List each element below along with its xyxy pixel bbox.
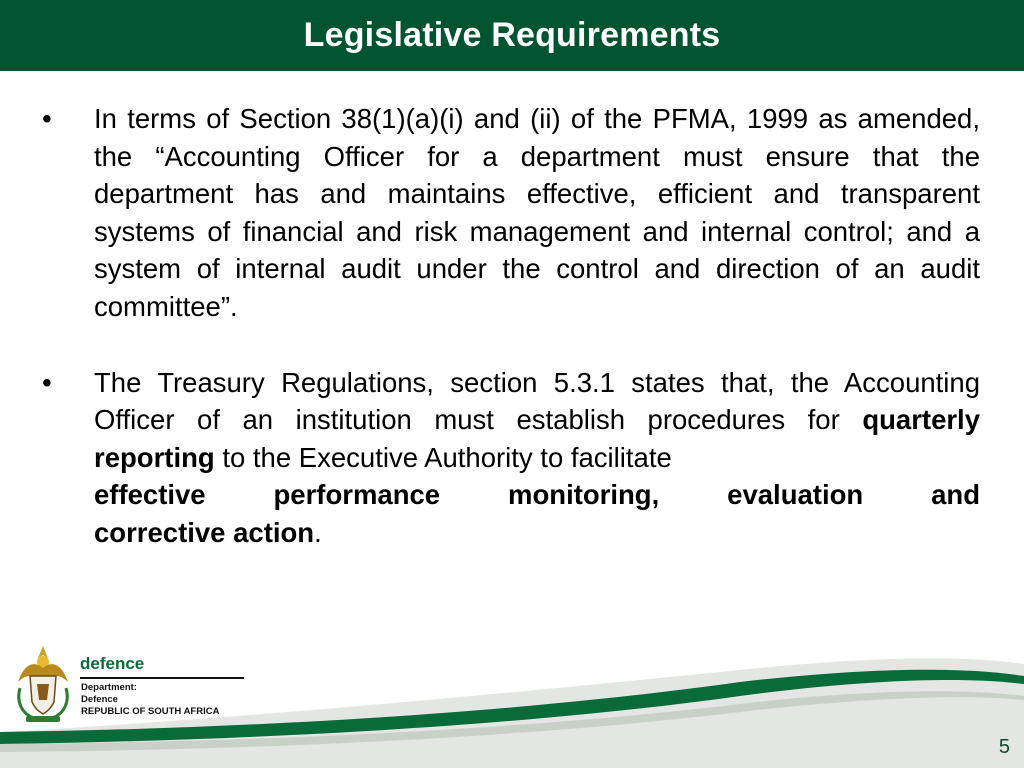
- bullet-icon: •: [42, 103, 52, 134]
- slide-title: Legislative Requirements: [303, 16, 721, 54]
- treasury-text-part2: to the Executive Authority to facilitate: [222, 441, 672, 473]
- bullet-item: [40, 364, 980, 552]
- department-lines: [81, 682, 219, 718]
- page-number: 5: [998, 736, 1010, 758]
- coat-of-arms-icon: [12, 642, 74, 724]
- footer-logo: [8, 640, 248, 725]
- bullet-text-pfma: In terms of Section 38(1)(a)(i) and (ii) of the PFMA, 1999 as amended, the “Accounting Officer for a department must ensure that the department has and maintains effective, efficient and transparent systems of financial and risk management and internal control; and a system of internal audit under the control and direction of an audit committee”.: [94, 103, 980, 322]
- brand-name: defence: [80, 654, 145, 673]
- dept-line: REPUBLIC OF SOUTH AFRICA: [81, 706, 220, 717]
- treasury-text-end: .: [314, 516, 322, 548]
- brand-divider: [80, 677, 244, 679]
- dept-line: Defence: [81, 694, 118, 705]
- bullet-icon: •: [42, 366, 52, 398]
- bullet-item: [40, 100, 980, 326]
- dept-line: Department:: [81, 682, 137, 693]
- bold-corrective-action: corrective action: [94, 516, 315, 548]
- title-bar: [0, 0, 1024, 71]
- bold-effective-performance: effective performance monitoring, evaluation and: [94, 479, 980, 511]
- bold-quarterly-reporting: quarterly reporting: [94, 404, 980, 473]
- treasury-text-part1: The Treasury Regulations, section 5.3.1 states that, the Accounting Officer of an institution must establish procedures for: [94, 366, 980, 436]
- slide-content: [40, 100, 980, 552]
- bullet-text-treasury: [94, 364, 980, 552]
